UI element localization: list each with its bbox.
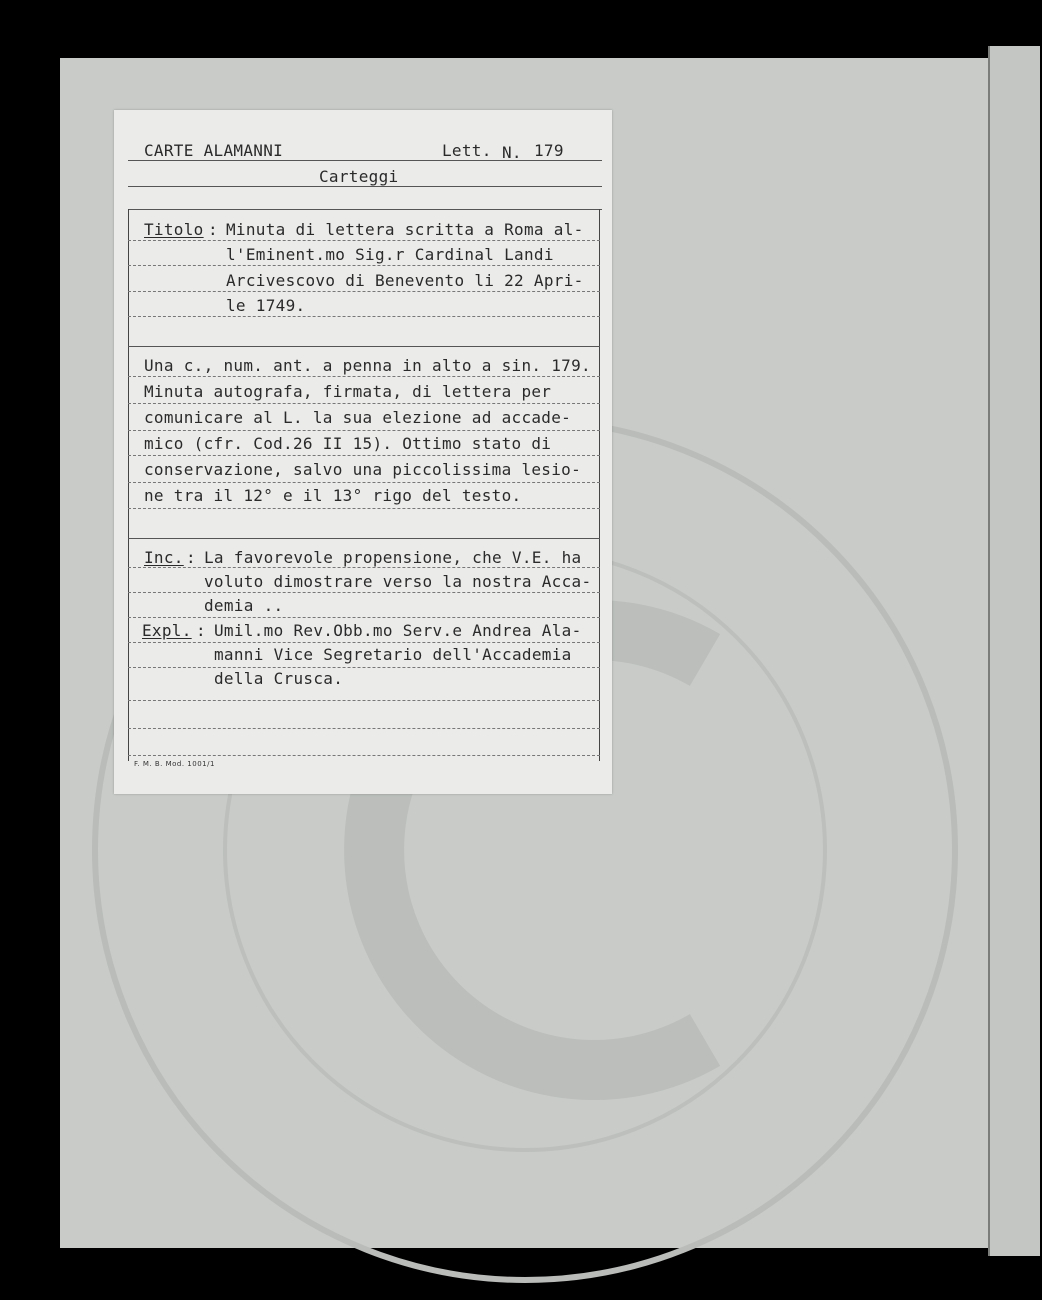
incipit-colon: : <box>186 548 196 567</box>
titolo-line: Arcivescovo di Benevento li 22 Apri- <box>226 271 584 290</box>
titolo-line: l'Eminent.mo Sig.r Cardinal Landi <box>226 245 554 264</box>
explicit-colon: : <box>196 621 206 640</box>
titolo-line: Minuta di lettera scritta a Roma al- <box>226 220 584 239</box>
n-label: N. <box>502 143 522 162</box>
description-line: Una c., num. ant. a penna in alto a sin. 179. <box>144 356 591 375</box>
description-line: mico (cfr. Cod.26 II 15). Ottimo stato di <box>144 434 552 453</box>
titolo-colon: : <box>208 220 218 239</box>
header-rule <box>128 160 602 161</box>
lett-label: Lett. <box>442 141 492 160</box>
description-line: comunicare al L. la sua elezione ad accade- <box>144 408 572 427</box>
catalog-card <box>114 110 612 794</box>
description-line: ne tra il 12° e il 13° rigo del testo. <box>144 486 522 505</box>
explicit-line: manni Vice Segretario dell'Accademia <box>214 645 572 664</box>
subtitle-rule <box>128 186 602 187</box>
collection-name: CARTE ALAMANNI <box>144 141 284 160</box>
explicit-line: della Crusca. <box>214 669 344 688</box>
description-line: Minuta autografa, firmata, di lettera per <box>144 382 552 401</box>
incipit-line: demia .. <box>204 596 284 615</box>
incipit-line: voluto dimostrare verso la nostra Acca- <box>204 572 592 591</box>
subtitle: Carteggi <box>319 167 399 186</box>
form-code: F. M. B. Mod. 1001/1 <box>134 760 215 768</box>
letter-number: 179 <box>534 141 564 160</box>
folder-right-edge <box>988 46 1040 1256</box>
form-top-border <box>128 209 602 210</box>
titolo-line: le 1749. <box>226 296 306 315</box>
explicit-label: Expl. <box>142 621 192 640</box>
explicit-line: Umil.mo Rev.Obb.mo Serv.e Andrea Ala- <box>214 621 582 640</box>
titolo-label: Titolo <box>144 220 204 239</box>
incipit-label: Inc. <box>144 548 184 567</box>
incipit-line: La favorevole propensione, che V.E. ha <box>204 548 582 567</box>
description-line: conservazione, salvo una piccolissima lesio- <box>144 460 582 479</box>
